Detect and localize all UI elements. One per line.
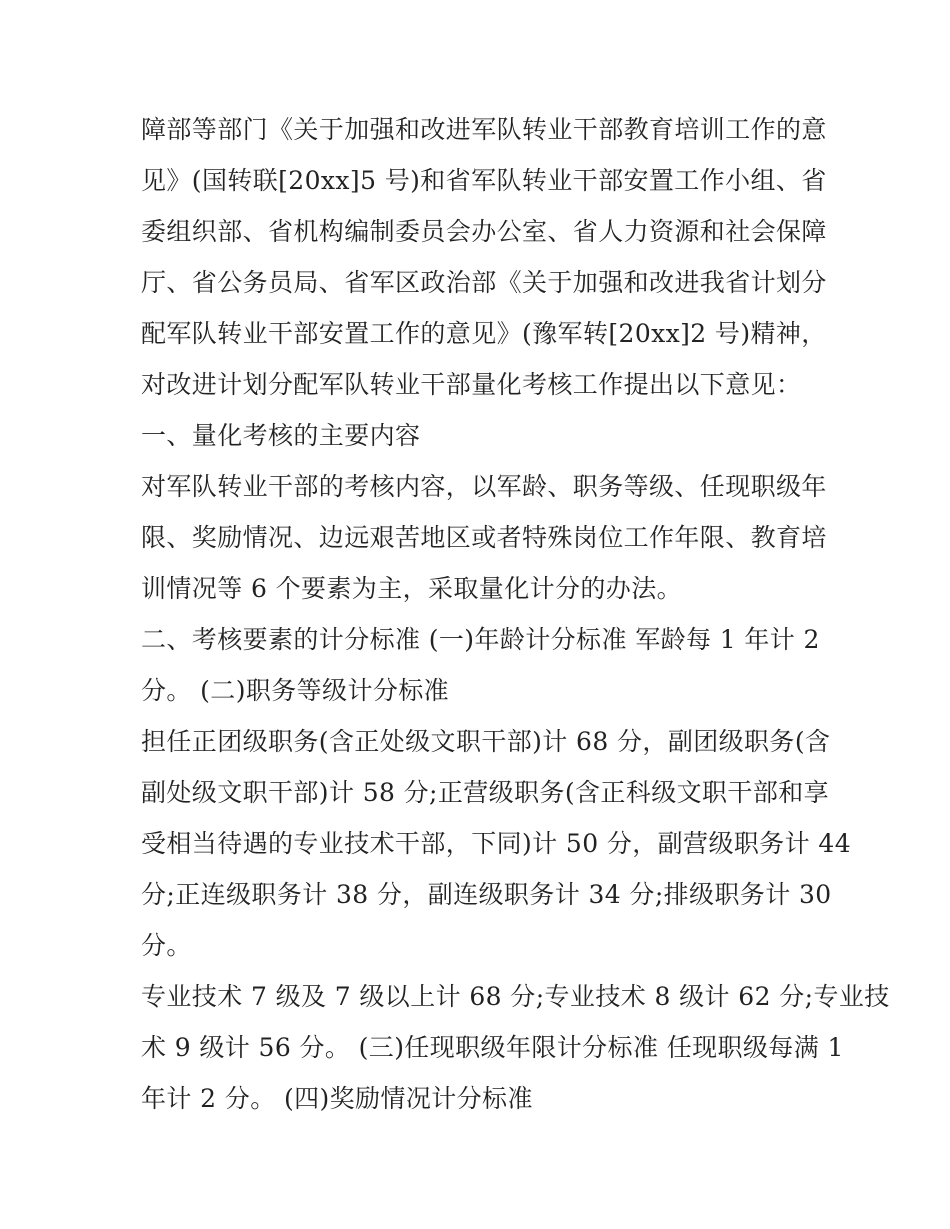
text-line: 限、奖励情况、边远艰苦地区或者特殊岗位工作年限、教育培: [141, 523, 827, 552]
text-line: 担任正团级职务(含正处级文职干部)计 68 分，副团级职务(含: [141, 727, 831, 756]
text-line: 障部等部门《关于加强和改进军队转业干部教育培训工作的意: [141, 115, 827, 144]
text-line: 训情况等 6 个要素为主，采取量化计分的办法。: [141, 574, 683, 603]
text-line: 配军队转业干部安置工作的意见》(豫军转[20xx]2 号)精神，: [141, 319, 827, 348]
text-line: 分。: [141, 931, 192, 960]
document-body: [141, 104, 890, 1124]
text-line: 分;正连级职务计 38 分，副连级职务计 34 分;排级职务计 30: [141, 880, 832, 909]
text-line: 见》(国转联[20xx]5 号)和省军队转业干部安置工作小组、省: [141, 166, 827, 195]
text-line: 术 9 级计 56 分。 (三)任现职级年限计分标准 任现职级每满 1: [141, 1033, 844, 1062]
text-line: 专业技术 7 级及 7 级以上计 68 分;专业技术 8 级计 62 分;专业技: [141, 982, 890, 1011]
text-line: 对改进计划分配军队转业干部量化考核工作提出以下意见：: [141, 370, 802, 399]
text-line: 分。 (二)职务等级计分标准: [141, 676, 450, 705]
text-line: 委组织部、省机构编制委员会办公室、省人力资源和社会保障: [141, 217, 827, 246]
text-line: 副处级文职干部)计 58 分;正营级职务(含正科级文职干部和享: [141, 778, 830, 807]
section-heading: 一、量化考核的主要内容: [141, 421, 421, 450]
text-line: 受相当待遇的专业技术干部，下同)计 50 分，副营级职务计 44: [141, 829, 852, 858]
text-line: 对军队转业干部的考核内容，以军龄、职务等级、任现职级年: [141, 472, 827, 501]
text-line: 年计 2 分。 (四)奖励情况计分标准: [141, 1084, 533, 1113]
section-heading: 二、考核要素的计分标准 (一)年龄计分标准 军龄每 1 年计 2: [141, 625, 820, 654]
text-line: 厅、省公务员局、省军区政治部《关于加强和改进我省计划分: [141, 268, 827, 297]
